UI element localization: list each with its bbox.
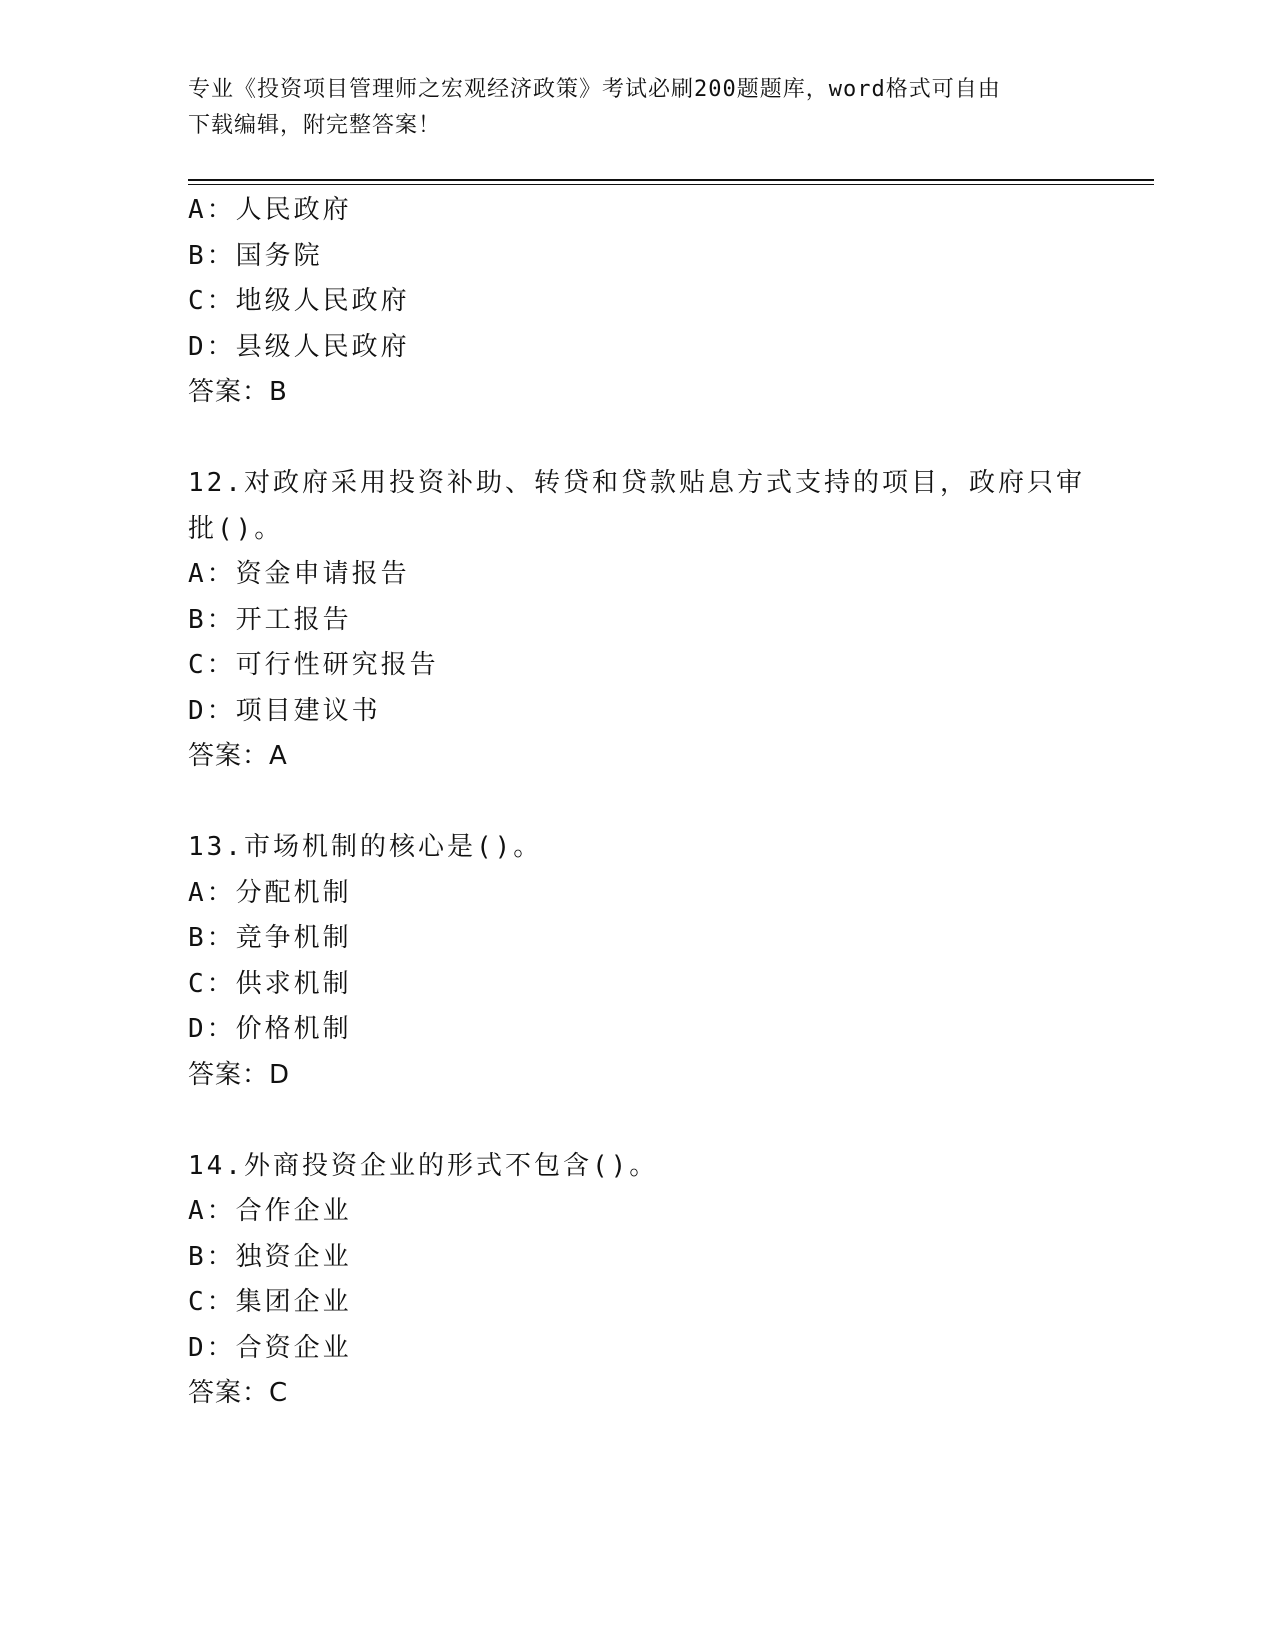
question-13 <box>188 825 1088 1098</box>
header-rule-thin <box>188 184 1154 185</box>
answer: 答案：D <box>188 1059 291 1090</box>
option-a: A：合作企业 <box>188 1196 352 1226</box>
question-text-line-2: 批()。 <box>188 513 284 544</box>
question-text: 13.市场机制的核心是()。 <box>188 832 543 862</box>
option-a: A：人民政府 <box>188 195 352 225</box>
header-line-1: 专业《投资项目管理师之宏观经济政策》考试必刷200题题库，word格式可自由 <box>188 77 1001 102</box>
option-c: C：集团企业 <box>188 1287 352 1317</box>
header-rule-thick <box>188 179 1154 181</box>
option-d: D：项目建议书 <box>188 695 381 726</box>
spacer <box>188 416 1088 462</box>
option-b: B：开工报告 <box>188 604 352 635</box>
question-list <box>188 188 1088 1417</box>
option-b: B：竞争机制 <box>188 923 352 953</box>
spacer <box>188 780 1088 826</box>
option-a: A：资金申请报告 <box>188 559 410 589</box>
document-header <box>188 72 1078 144</box>
question-text-line-1: 12.对政府采用投资补助、转贷和贷款贴息方式支持的项目，政府只审 <box>188 468 1085 498</box>
option-d: D：合资企业 <box>188 1332 352 1363</box>
option-a: A：分配机制 <box>188 877 352 908</box>
answer: 答案：C <box>188 1378 289 1408</box>
option-c: C：地级人民政府 <box>188 286 410 316</box>
question-14 <box>188 1144 1088 1417</box>
option-d: D：县级人民政府 <box>188 331 410 362</box>
question-11 <box>188 188 1088 416</box>
question-12 <box>188 461 1088 780</box>
option-d: D：价格机制 <box>188 1014 352 1044</box>
option-b: B：国务院 <box>188 240 323 271</box>
question-text: 14.外商投资企业的形式不包含()。 <box>188 1150 659 1181</box>
option-b: B：独资企业 <box>188 1241 352 1272</box>
option-c: C：可行性研究报告 <box>188 650 439 680</box>
option-c: C：供求机制 <box>188 968 352 999</box>
header-line-2: 下载编辑，附完整答案！ <box>188 113 442 138</box>
answer: 答案：B <box>188 377 288 407</box>
answer: 答案：A <box>188 741 288 771</box>
spacer <box>188 1098 1088 1144</box>
